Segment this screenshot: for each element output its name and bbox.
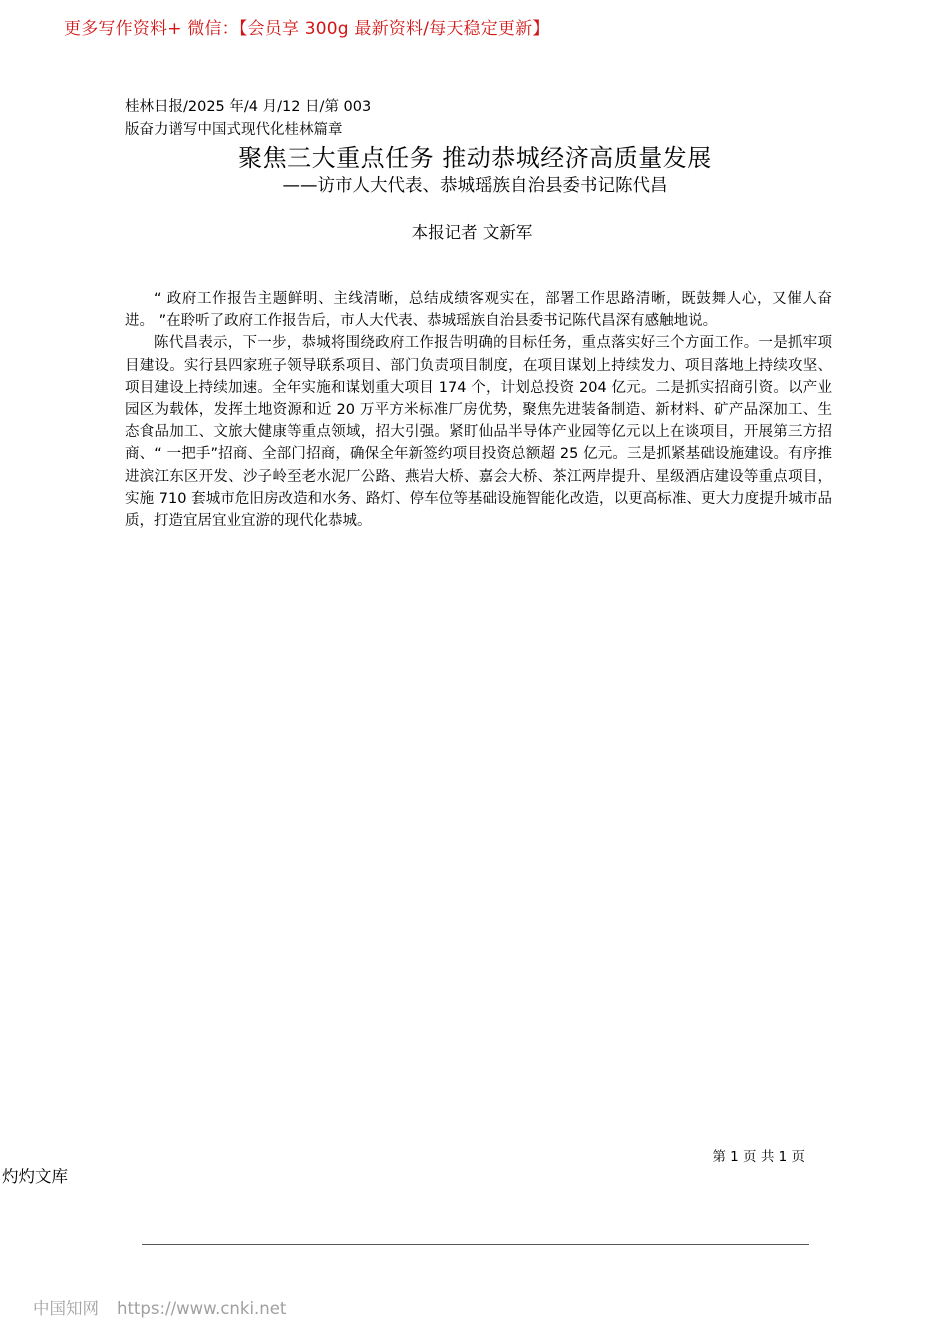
source-line: 桂林日报/2025 年/4 月/12 日/第 003 [125, 99, 372, 115]
article-title: 聚焦三大重点任务 推动恭城经济高质量发展 [238, 144, 712, 172]
footer-site-name: 中国知网 [33, 1299, 99, 1318]
promo-banner: 更多写作资料+ 微信：【会员享 300g 最新资料/每天稳定更新】 [64, 19, 550, 39]
article-subtitle: ——访市人大代表、恭城瑶族自治县委书记陈代昌 [282, 176, 668, 196]
byline: 本报记者 文新军 [411, 223, 533, 242]
article-body [125, 288, 832, 532]
paragraph: 陈代昌表示，下一步，恭城将围绕政府工作报告明确的目标任务，重点落实好三个方面工作。一是抓牢项目建设。实行县四家班子领导联系项目、部门负责项目制度，在项目谋划上持续发力、项目落地上持续攻坚、项目建设上持续加速。全年实施和谋划重大项目 174 个，计划总投资 204 亿元。二是抓实招商引资。以产业园区为载体，发挥土地资源和近 20 万平方米标准厂房优势，聚焦先进装备制造、新材料、矿产品深加工、生态食品加工、文旅大健康等重点领域，招大引强。紧盯仙品半导体产业园等亿元以上在谈项目，开展第三方招商、“ 一把手”招商、全部门招商，确保全年新签约项目投资总额超 25 亿元。三是抓紧基础设施建设。有序推进滨江东区开发、沙子岭至老水泥厂公路、燕岩大桥、嘉会大桥、茶江两岸提升、星级酒店建设等重点项目，实施 710 套城市危旧房改造和水务、路灯、停车位等基础设施智能化改造，以更高标准、更大力度提升城市品质，打造宜居宜业宜游的现代化恭城。 [125, 335, 832, 530]
library-name: 灼灼文库 [2, 1167, 68, 1186]
footer-divider [142, 1244, 809, 1245]
page-number: 第 1 页 共 1 页 [712, 1149, 805, 1165]
paragraph: “ 政府工作报告主题鲜明、主线清晰，总结成绩客观实在，部署工作思路清晰，既鼓舞人心，又催人奋进。 ”在聆听了政府工作报告后，市人大代表、恭城瑶族自治县委书记陈代昌深有感触地说。 [125, 291, 832, 330]
footer [33, 1295, 286, 1319]
column-line: 版奋力谱写中国式现代化桂林篇章 [125, 122, 343, 138]
footer-url[interactable]: https://www.cnki.net [117, 1299, 287, 1318]
